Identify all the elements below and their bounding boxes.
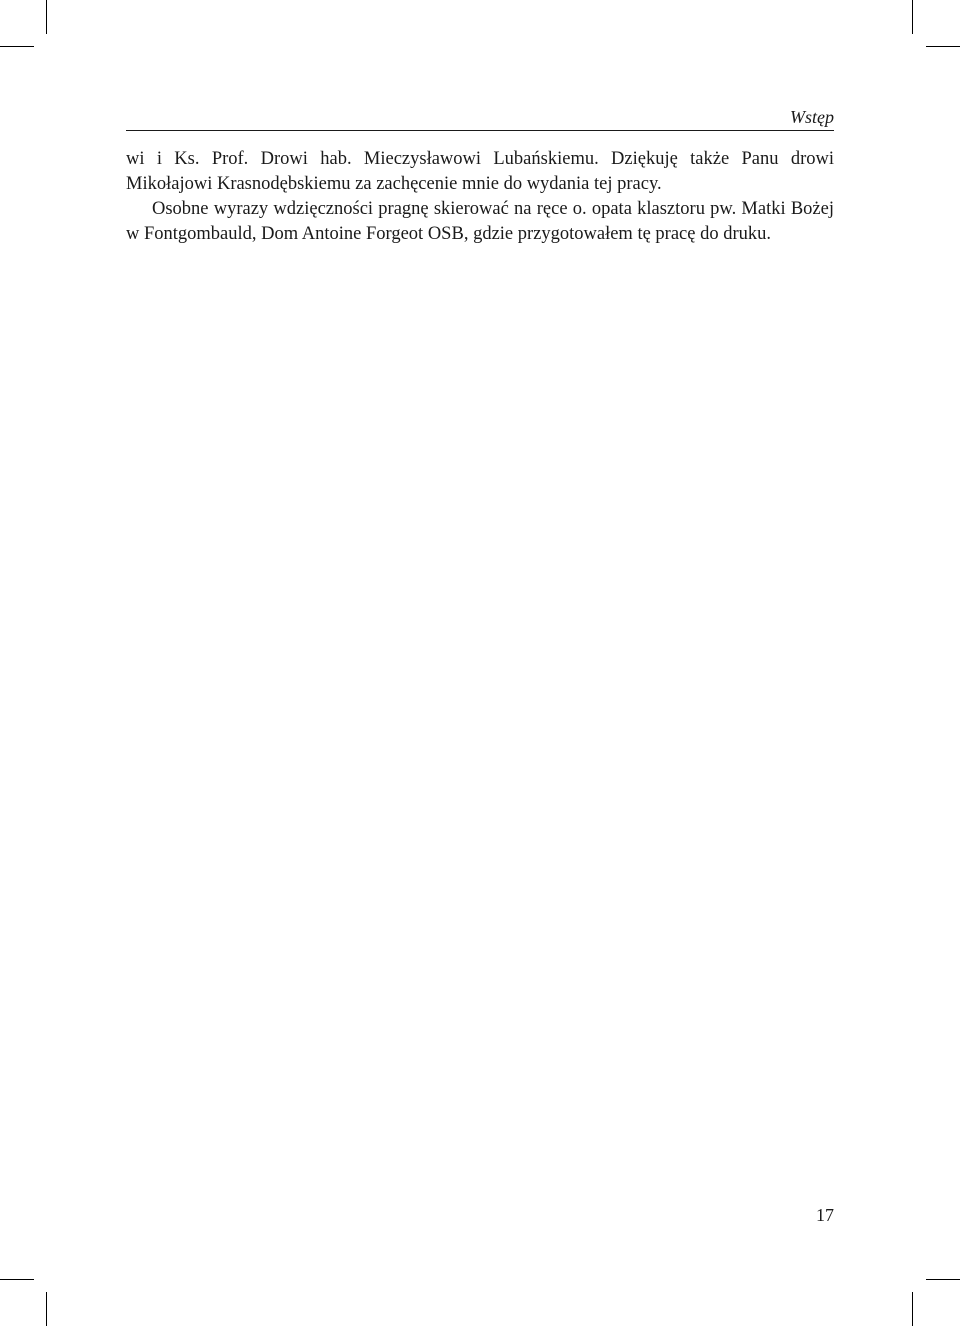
body-text: [126, 147, 834, 247]
running-head: [126, 106, 834, 131]
crop-mark-bottom-left-vertical: [46, 1292, 47, 1326]
crop-mark-top-right-vertical: [912, 0, 913, 34]
page-number: 17: [816, 1205, 834, 1225]
running-head-title: Wstęp: [790, 107, 834, 127]
paragraph-continued: wi i Ks. Prof. Drowi hab. Mieczysławowi Lubańskiemu. Dziękuję także Panu drowi Mikołajowi Krasnodębskiemu za zachęcenie mnie do wydania tej pracy.: [126, 149, 834, 194]
crop-mark-bottom-right-vertical: [912, 1292, 913, 1326]
crop-mark-bottom-right-horizontal: [926, 1279, 960, 1280]
paragraph-acknowledgement: Osobne wyrazy wdzięczności pragnę skierować na ręce o. opata klasztoru pw. Matki Bożej w Fontgombauld, Dom Antoine Forgeot OSB, gdzie przygotowałem tę pracę do druku.: [126, 199, 834, 244]
crop-mark-top-left-horizontal: [0, 46, 34, 47]
crop-mark-top-right-horizontal: [926, 46, 960, 47]
crop-mark-top-left-vertical: [46, 0, 47, 34]
crop-mark-bottom-left-horizontal: [0, 1279, 34, 1280]
